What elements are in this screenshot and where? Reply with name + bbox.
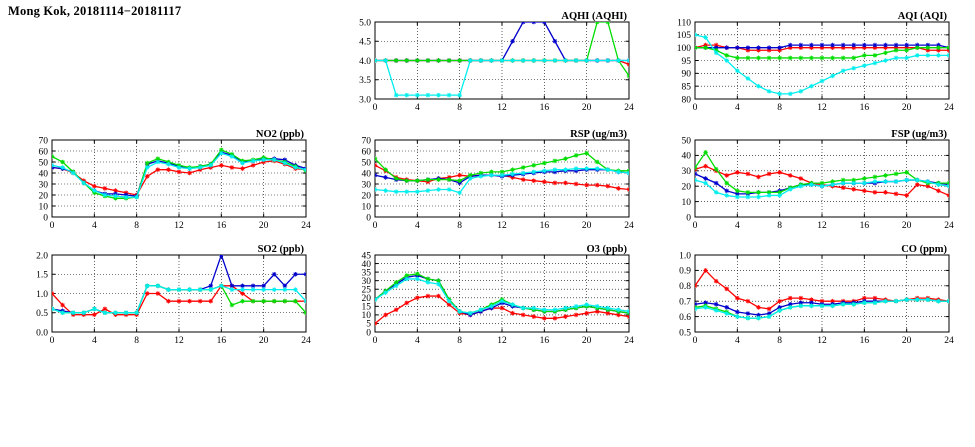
svg-text:20: 20 (581, 221, 592, 231)
svg-text:RSP (ug/m3): RSP (ug/m3) (570, 129, 627, 140)
chart-panel-aqhi (345, 10, 635, 115)
svg-text:1.0: 1.0 (36, 289, 48, 300)
svg-text:0: 0 (49, 336, 55, 346)
svg-text:10: 10 (361, 202, 371, 213)
svg-text:40: 40 (38, 169, 48, 180)
svg-text:4: 4 (414, 103, 420, 113)
svg-text:0: 0 (692, 336, 698, 346)
svg-text:16: 16 (216, 336, 227, 346)
svg-text:24: 24 (944, 221, 954, 231)
svg-text:8: 8 (457, 336, 463, 346)
svg-text:SO2 (ppb): SO2 (ppb) (257, 244, 304, 255)
svg-text:16: 16 (539, 221, 550, 231)
svg-text:20: 20 (361, 294, 371, 305)
svg-text:24: 24 (624, 103, 634, 113)
svg-text:0.5: 0.5 (679, 328, 691, 339)
svg-text:3.5: 3.5 (359, 76, 371, 87)
chart-panel-rsp (345, 128, 635, 233)
svg-text:24: 24 (944, 103, 954, 113)
svg-text:80: 80 (681, 95, 691, 106)
chart-panel-o3 (345, 243, 635, 348)
chart-panel-fsp (665, 128, 955, 233)
svg-text:40: 40 (361, 259, 371, 270)
svg-text:60: 60 (361, 147, 371, 158)
svg-text:16: 16 (859, 221, 870, 231)
svg-text:4: 4 (414, 336, 420, 346)
svg-text:70: 70 (38, 136, 48, 147)
svg-text:4.0: 4.0 (359, 56, 371, 67)
svg-text:16: 16 (216, 221, 227, 231)
svg-text:12: 12 (174, 336, 184, 346)
svg-text:50: 50 (38, 158, 48, 169)
svg-text:2.0: 2.0 (36, 251, 48, 262)
svg-text:4: 4 (91, 336, 97, 346)
svg-text:0: 0 (372, 336, 378, 346)
svg-text:20: 20 (901, 103, 912, 113)
svg-text:12: 12 (174, 221, 184, 231)
svg-text:24: 24 (301, 221, 311, 231)
svg-text:1.0: 1.0 (679, 251, 691, 262)
svg-text:0: 0 (692, 103, 698, 113)
svg-text:10: 10 (361, 311, 371, 322)
svg-text:0.0: 0.0 (36, 328, 48, 339)
svg-text:24: 24 (624, 221, 634, 231)
svg-text:0: 0 (366, 213, 371, 224)
svg-text:1.5: 1.5 (36, 270, 48, 281)
svg-text:0: 0 (43, 213, 48, 224)
svg-text:4.5: 4.5 (359, 37, 371, 48)
svg-text:8: 8 (134, 336, 140, 346)
svg-text:0.9: 0.9 (679, 266, 691, 277)
svg-text:0: 0 (366, 328, 371, 339)
svg-text:FSP (ug/m3): FSP (ug/m3) (891, 129, 947, 140)
svg-text:12: 12 (817, 221, 827, 231)
svg-text:10: 10 (38, 202, 48, 213)
svg-text:4: 4 (734, 103, 740, 113)
svg-text:20: 20 (361, 191, 371, 202)
svg-text:8: 8 (777, 336, 783, 346)
chart-panel-co (665, 243, 955, 348)
svg-text:15: 15 (361, 302, 371, 313)
svg-text:10: 10 (681, 197, 691, 208)
svg-text:24: 24 (301, 336, 311, 346)
svg-text:12: 12 (817, 103, 827, 113)
svg-text:0.8: 0.8 (679, 282, 691, 293)
svg-text:O3 (ppb): O3 (ppb) (586, 244, 627, 255)
svg-text:4: 4 (734, 221, 740, 231)
page-title: Mong Kok, 20181114−20181117 (8, 4, 182, 18)
svg-text:0: 0 (49, 221, 55, 231)
svg-text:25: 25 (361, 285, 371, 296)
svg-text:5.0: 5.0 (359, 18, 371, 29)
svg-text:20: 20 (258, 221, 269, 231)
svg-text:30: 30 (361, 276, 371, 287)
svg-text:4: 4 (91, 221, 97, 231)
svg-text:8: 8 (134, 221, 140, 231)
chart-panel-aqi (665, 10, 955, 115)
svg-text:30: 30 (38, 180, 48, 191)
svg-text:NO2 (ppb): NO2 (ppb) (255, 129, 304, 140)
svg-text:40: 40 (681, 151, 691, 162)
svg-text:30: 30 (681, 167, 691, 178)
svg-text:20: 20 (581, 103, 592, 113)
svg-text:12: 12 (497, 336, 507, 346)
svg-text:16: 16 (539, 103, 550, 113)
svg-text:60: 60 (38, 147, 48, 158)
svg-text:40: 40 (361, 169, 371, 180)
svg-text:20: 20 (901, 336, 912, 346)
svg-text:24: 24 (944, 336, 954, 346)
svg-text:0.5: 0.5 (36, 309, 48, 320)
svg-text:12: 12 (497, 221, 507, 231)
svg-text:12: 12 (497, 103, 507, 113)
svg-text:0.6: 0.6 (679, 312, 691, 323)
svg-text:20: 20 (681, 182, 691, 193)
svg-text:AQI (AQI): AQI (AQI) (897, 11, 947, 22)
svg-text:8: 8 (457, 103, 463, 113)
svg-text:4: 4 (734, 336, 740, 346)
svg-text:0: 0 (686, 213, 691, 224)
svg-text:50: 50 (681, 136, 691, 147)
svg-text:70: 70 (361, 136, 371, 147)
svg-text:4: 4 (414, 221, 420, 231)
svg-text:110: 110 (677, 18, 691, 29)
svg-text:45: 45 (361, 251, 371, 262)
svg-text:AQHI (AQHI): AQHI (AQHI) (561, 11, 627, 22)
svg-text:90: 90 (681, 69, 691, 80)
svg-text:8: 8 (777, 221, 783, 231)
svg-text:95: 95 (681, 56, 691, 67)
svg-text:0: 0 (692, 221, 698, 231)
svg-text:105: 105 (676, 31, 691, 42)
chart-panel-so2 (22, 243, 312, 348)
svg-text:5: 5 (366, 319, 371, 330)
svg-text:8: 8 (777, 103, 783, 113)
svg-text:0.7: 0.7 (679, 297, 691, 308)
svg-text:24: 24 (624, 336, 634, 346)
svg-text:20: 20 (258, 336, 269, 346)
svg-text:16: 16 (859, 103, 870, 113)
svg-text:20: 20 (38, 191, 48, 202)
svg-text:100: 100 (676, 43, 691, 54)
svg-text:35: 35 (361, 268, 371, 279)
svg-text:3.0: 3.0 (359, 95, 371, 106)
svg-text:CO (ppm): CO (ppm) (901, 244, 947, 255)
svg-text:50: 50 (361, 158, 371, 169)
svg-text:0: 0 (372, 221, 378, 231)
svg-text:20: 20 (901, 221, 912, 231)
svg-text:85: 85 (681, 82, 691, 93)
chart-panel-no2 (22, 128, 312, 233)
svg-text:0: 0 (372, 103, 378, 113)
svg-text:16: 16 (539, 336, 550, 346)
svg-text:30: 30 (361, 180, 371, 191)
svg-text:16: 16 (859, 336, 870, 346)
svg-text:20: 20 (581, 336, 592, 346)
svg-text:12: 12 (817, 336, 827, 346)
svg-text:8: 8 (457, 221, 463, 231)
